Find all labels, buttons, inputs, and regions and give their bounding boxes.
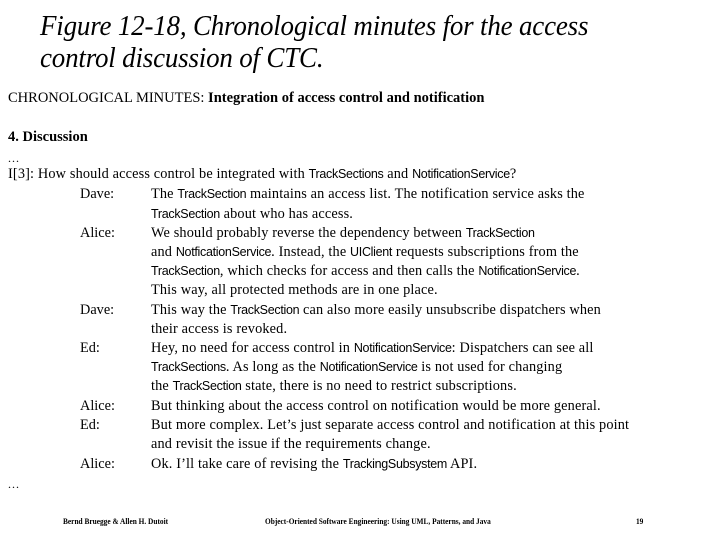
text: But thinking about the access control on notification would be more general.: [151, 398, 601, 414]
question-text: How should access control be integrated with: [37, 166, 309, 182]
utterance-line: [151, 377, 517, 396]
class-name: NotficationService: [175, 245, 272, 259]
ellipsis-bottom: ...: [8, 477, 20, 491]
utterance-line: [151, 185, 585, 204]
text: . As long as the: [225, 359, 320, 375]
class-name: TrackSection: [172, 379, 242, 393]
text: Hey, no need for access control in: [151, 340, 354, 356]
title-line-1: Figure 12-18, Chronological minutes for the access: [40, 10, 589, 42]
text: is not used for changing: [417, 359, 563, 375]
class-name: NotificationService: [478, 264, 577, 278]
speaker-label: Alice:: [80, 225, 115, 241]
minutes-heading-prefix: CHRONOLOGICAL MINUTES:: [8, 90, 209, 106]
issue-id: I[3]:: [8, 166, 38, 182]
text: This way, all protected methods are in one place.: [151, 282, 438, 298]
class-name: NotificationService: [319, 360, 418, 374]
class-name: TrackSection: [230, 303, 300, 317]
speaker-label: Ed:: [80, 417, 100, 433]
text: We should probably reverse the dependency between: [151, 225, 466, 241]
class-name: TrackSection: [465, 226, 535, 240]
question-text: and: [383, 166, 413, 182]
speaker-label: Alice:: [80, 398, 115, 414]
title-line-2: control discussion of CTC.: [40, 42, 324, 74]
text: , which checks for access and then calls the: [219, 263, 479, 279]
class-name: TrackSections: [151, 360, 226, 374]
speaker-label: Alice:: [80, 456, 115, 472]
speaker-label: Ed:: [80, 340, 100, 356]
ellipsis-top: ...: [8, 151, 20, 165]
slide-title: [40, 10, 654, 74]
text: API.: [447, 456, 478, 472]
text: the: [151, 378, 173, 394]
utterance-line: [151, 435, 431, 454]
text: Ok. I’ll take care of revising the: [151, 456, 343, 472]
text: : Dispatchers can see all: [451, 340, 594, 356]
class-name: NotificationService: [353, 341, 452, 355]
text: maintains an access list. The notification service asks the: [246, 186, 585, 202]
utterance-line: [151, 205, 353, 224]
utterance-line: [151, 339, 594, 358]
minutes-heading-subject: Integration of access control and notification: [208, 90, 485, 106]
utterance-line: [151, 416, 629, 435]
minutes-heading: [8, 90, 484, 107]
class-name: UIClient: [350, 245, 393, 259]
text: and revisit the issue if the requirements change.: [151, 436, 431, 452]
text: their access is revoked.: [151, 321, 288, 337]
class-name: TrackSection: [151, 264, 220, 278]
utterance-line: [151, 320, 287, 339]
speaker-label: Dave:: [80, 186, 115, 202]
footer-book-title: Object-Oriented Software Engineering: Using UML, Patterns, and Java: [265, 517, 491, 526]
text: The: [151, 186, 178, 202]
utterance-line: [151, 358, 562, 377]
text: state, there is no need to restrict subscriptions.: [241, 378, 517, 394]
text: But more complex. Let’s just separate access control and notification at this point: [151, 417, 630, 433]
section-heading: 4. Discussion: [8, 129, 88, 145]
text: and: [151, 244, 176, 260]
text: .: [576, 263, 580, 279]
text: requests subscriptions from the: [392, 244, 579, 260]
utterance-line: [151, 262, 580, 281]
utterance-line: [151, 455, 477, 474]
footer-authors: Bernd Bruegge & Allen H. Dutoit: [63, 517, 169, 526]
speaker-label: Dave:: [80, 302, 115, 318]
text: . Instead, the: [271, 244, 351, 260]
text: can also more easily unsubscribe dispatchers when: [299, 302, 601, 318]
class-name: TrackingSubsystem: [342, 457, 448, 471]
class-name: TrackSection: [151, 207, 220, 221]
text: about who has access.: [219, 206, 354, 222]
utterance-line: [151, 224, 535, 243]
class-name: TrackSections: [308, 167, 384, 181]
utterance-line: [151, 301, 601, 320]
issue-question: [8, 165, 516, 184]
question-text: ?: [509, 166, 517, 182]
class-name: NotificationService: [412, 167, 510, 181]
utterance-line: [151, 243, 579, 262]
utterance-line: [151, 397, 601, 416]
class-name: TrackSection: [177, 187, 247, 201]
text: This way the: [151, 302, 231, 318]
utterance-line: [151, 281, 438, 300]
footer-page-number: 19: [636, 517, 644, 526]
